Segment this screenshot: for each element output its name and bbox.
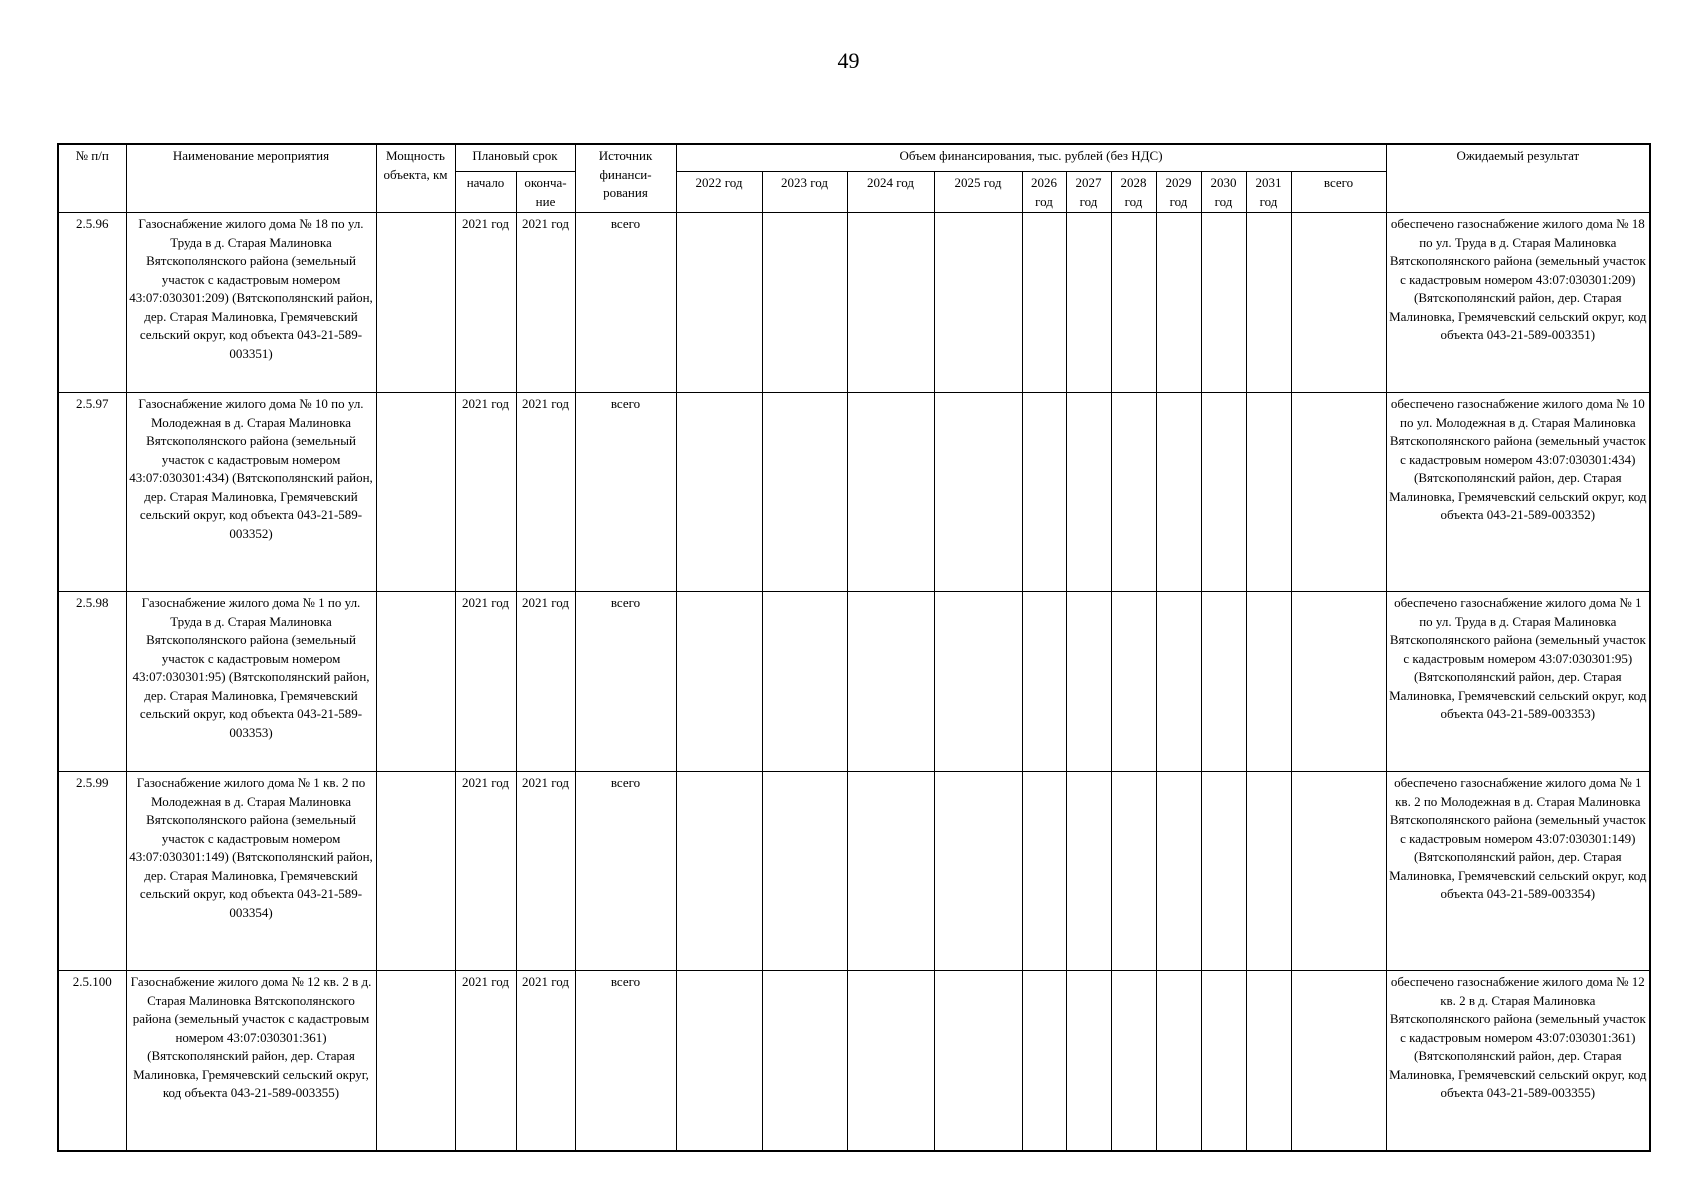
row-year-cell — [1246, 772, 1291, 971]
header-year-2030: 2030 год — [1201, 172, 1246, 213]
row-year-cell — [676, 393, 762, 592]
row-total — [1291, 213, 1386, 393]
row-result: обеспечено газоснабжение жилого дома № 18 по ул. Труда в д. Старая Малиновка Вятскополянского района (земельный участок с кадастровым номером 43:07:030301:209) (Вятскополянский район, дер. Старая Малиновка, Гремячевский сельский округ, код объекта 043-21-589-003351) — [1386, 213, 1650, 393]
row-name: Газоснабжение жилого дома № 1 кв. 2 по Молодежная в д. Старая Малиновка Вятскополянского района (земельный участок с кадастровым номером 43:07:030301:149) (Вятскополянский район, дер. Старая Малиновка, Гремячевский сельский округ, код объекта 043-21-589-003354) — [126, 772, 376, 971]
row-year-cell — [762, 213, 847, 393]
row-source: всего — [575, 971, 676, 1152]
row-result: обеспечено газоснабжение жилого дома № 10 по ул. Молодежная в д. Старая Малиновка Вятскополянского района (земельный участок с кадастровым номером 43:07:030301:434) (Вятскополянский район, дер. Старая Малиновка, Гремячевский сельский округ, код объекта 043-21-589-003352) — [1386, 393, 1650, 592]
row-year-cell — [1022, 592, 1066, 772]
row-year-cell — [934, 592, 1022, 772]
page-number: 49 — [837, 48, 860, 73]
row-total — [1291, 971, 1386, 1152]
header-result: Ожидаемый результат — [1386, 144, 1650, 213]
row-year-cell — [1066, 592, 1111, 772]
header-row-1 — [58, 144, 1650, 172]
row-name: Газоснабжение жилого дома № 10 по ул. Молодежная в д. Старая Малиновка Вятскополянского района (земельный участок с кадастровым номером 43:07:030301:434) (Вятскополянский район, дер. Старая Малиновка, Гремячевский сельский округ, код объекта 043-21-589-003352) — [126, 393, 376, 592]
header-year-2028: 2028 год — [1111, 172, 1156, 213]
row-year-cell — [1156, 393, 1201, 592]
row-year-cell — [1246, 393, 1291, 592]
row-result: обеспечено газоснабжение жилого дома № 1 по ул. Труда в д. Старая Малиновка Вятскополянского района (земельный участок с кадастровым номером 43:07:030301:95) (Вятскополянский район, дер. Старая Малиновка, Гремячевский сельский округ, код объекта 043-21-589-003353) — [1386, 592, 1650, 772]
row-start: 2021 год — [455, 213, 516, 393]
header-term-end: оконча-ние — [516, 172, 575, 213]
row-year-cell — [676, 592, 762, 772]
row-source: всего — [575, 213, 676, 393]
row-year-cell — [1111, 772, 1156, 971]
row-year-cell — [1246, 213, 1291, 393]
row-year-cell — [934, 772, 1022, 971]
row-name: Газоснабжение жилого дома № 18 по ул. Труда в д. Старая Малиновка Вятскополянского района (земельный участок с кадастровым номером 43:07:030301:209) (Вятскополянский район, дер. Старая Малиновка, Гремячевский сельский округ, код объекта 043-21-589-003351) — [126, 213, 376, 393]
header-source: Источник финанси-рования — [575, 144, 676, 213]
row-year-cell — [1111, 971, 1156, 1152]
row-end: 2021 год — [516, 971, 575, 1152]
row-start: 2021 год — [455, 592, 516, 772]
header-num: № п/п — [58, 144, 126, 213]
row-total — [1291, 772, 1386, 971]
row-capacity — [376, 971, 455, 1152]
table-row — [58, 772, 1650, 971]
row-year-cell — [847, 393, 934, 592]
row-end: 2021 год — [516, 393, 575, 592]
header-year-2024: 2024 год — [847, 172, 934, 213]
row-start: 2021 год — [455, 393, 516, 592]
row-result: обеспечено газоснабжение жилого дома № 12 кв. 2 в д. Старая Малиновка Вятскополянского района (земельный участок с кадастровым номером 43:07:030301:361) (Вятскополянский район, дер. Старая Малиновка, Гремячевский сельский округ, код объекта 043-21-589-003355) — [1386, 971, 1650, 1152]
row-year-cell — [1156, 772, 1201, 971]
row-year-cell — [934, 971, 1022, 1152]
row-year-cell — [1066, 393, 1111, 592]
row-year-cell — [1066, 213, 1111, 393]
row-start: 2021 год — [455, 772, 516, 971]
row-end: 2021 год — [516, 592, 575, 772]
header-year-2031: 2031 год — [1246, 172, 1291, 213]
table-row — [58, 213, 1650, 393]
row-start: 2021 год — [455, 971, 516, 1152]
row-capacity — [376, 213, 455, 393]
row-year-cell — [1246, 971, 1291, 1152]
funding-table — [57, 143, 1651, 1152]
row-year-cell — [1022, 971, 1066, 1152]
row-result: обеспечено газоснабжение жилого дома № 1 кв. 2 по Молодежная в д. Старая Малиновка Вятскополянского района (земельный участок с кадастровым номером 43:07:030301:149) (Вятскополянский район, дер. Старая Малиновка, Гремячевский сельский округ, код объекта 043-21-589-003354) — [1386, 772, 1650, 971]
row-year-cell — [1111, 213, 1156, 393]
row-total — [1291, 393, 1386, 592]
header-capacity: Мощность объекта, км — [376, 144, 455, 213]
row-source: всего — [575, 772, 676, 971]
row-capacity — [376, 772, 455, 971]
row-num: 2.5.96 — [58, 213, 126, 393]
header-funding: Объем финансирования, тыс. рублей (без НДС) — [676, 144, 1386, 172]
row-year-cell — [847, 772, 934, 971]
row-capacity — [376, 393, 455, 592]
row-year-cell — [847, 971, 934, 1152]
row-num: 2.5.98 — [58, 592, 126, 772]
header-year-2025: 2025 год — [934, 172, 1022, 213]
row-num: 2.5.99 — [58, 772, 126, 971]
row-end: 2021 год — [516, 213, 575, 393]
row-year-cell — [1246, 592, 1291, 772]
row-year-cell — [1022, 213, 1066, 393]
row-year-cell — [934, 393, 1022, 592]
row-name: Газоснабжение жилого дома № 1 по ул. Труда в д. Старая Малиновка Вятскополянского района (земельный участок с кадастровым номером 43:07:030301:95) (Вятскополянский район, дер. Старая Малиновка, Гремячевский сельский округ, код объекта 043-21-589-003353) — [126, 592, 376, 772]
row-year-cell — [847, 213, 934, 393]
row-year-cell — [1201, 772, 1246, 971]
row-year-cell — [1156, 592, 1201, 772]
header-term-start: начало — [455, 172, 516, 213]
header-year-2023: 2023 год — [762, 172, 847, 213]
header-year-2029: 2029 год — [1156, 172, 1201, 213]
header-name: Наименование мероприятия — [126, 144, 376, 213]
row-year-cell — [676, 772, 762, 971]
row-num: 2.5.97 — [58, 393, 126, 592]
row-year-cell — [676, 213, 762, 393]
row-year-cell — [1066, 971, 1111, 1152]
row-year-cell — [762, 393, 847, 592]
row-year-cell — [1156, 213, 1201, 393]
row-year-cell — [1201, 592, 1246, 772]
row-name: Газоснабжение жилого дома № 12 кв. 2 в д. Старая Малиновка Вятскополянского района (земельный участок с кадастровым номером 43:07:030301:361) (Вятскополянский район, дер. Старая Малиновка, Гремячевский сельский округ, код объекта 043-21-589-003355) — [126, 971, 376, 1152]
row-year-cell — [676, 971, 762, 1152]
header-year-2026: 2026 год — [1022, 172, 1066, 213]
row-year-cell — [762, 592, 847, 772]
header-total: всего — [1291, 172, 1386, 213]
row-end: 2021 год — [516, 772, 575, 971]
table-row — [58, 393, 1650, 592]
row-source: всего — [575, 393, 676, 592]
table-row — [58, 971, 1650, 1152]
row-total — [1291, 592, 1386, 772]
row-capacity — [376, 592, 455, 772]
table-row — [58, 592, 1650, 772]
row-year-cell — [1066, 772, 1111, 971]
row-year-cell — [1022, 393, 1066, 592]
row-year-cell — [762, 772, 847, 971]
row-year-cell — [934, 213, 1022, 393]
header-year-2022: 2022 год — [676, 172, 762, 213]
row-year-cell — [1111, 393, 1156, 592]
row-year-cell — [1201, 971, 1246, 1152]
row-source: всего — [575, 592, 676, 772]
row-year-cell — [1201, 213, 1246, 393]
header-year-2027: 2027 год — [1066, 172, 1111, 213]
row-num: 2.5.100 — [58, 971, 126, 1152]
row-year-cell — [1201, 393, 1246, 592]
header-term: Плановый срок — [455, 144, 575, 172]
row-year-cell — [1156, 971, 1201, 1152]
row-year-cell — [1022, 772, 1066, 971]
row-year-cell — [847, 592, 934, 772]
row-year-cell — [1111, 592, 1156, 772]
row-year-cell — [762, 971, 847, 1152]
